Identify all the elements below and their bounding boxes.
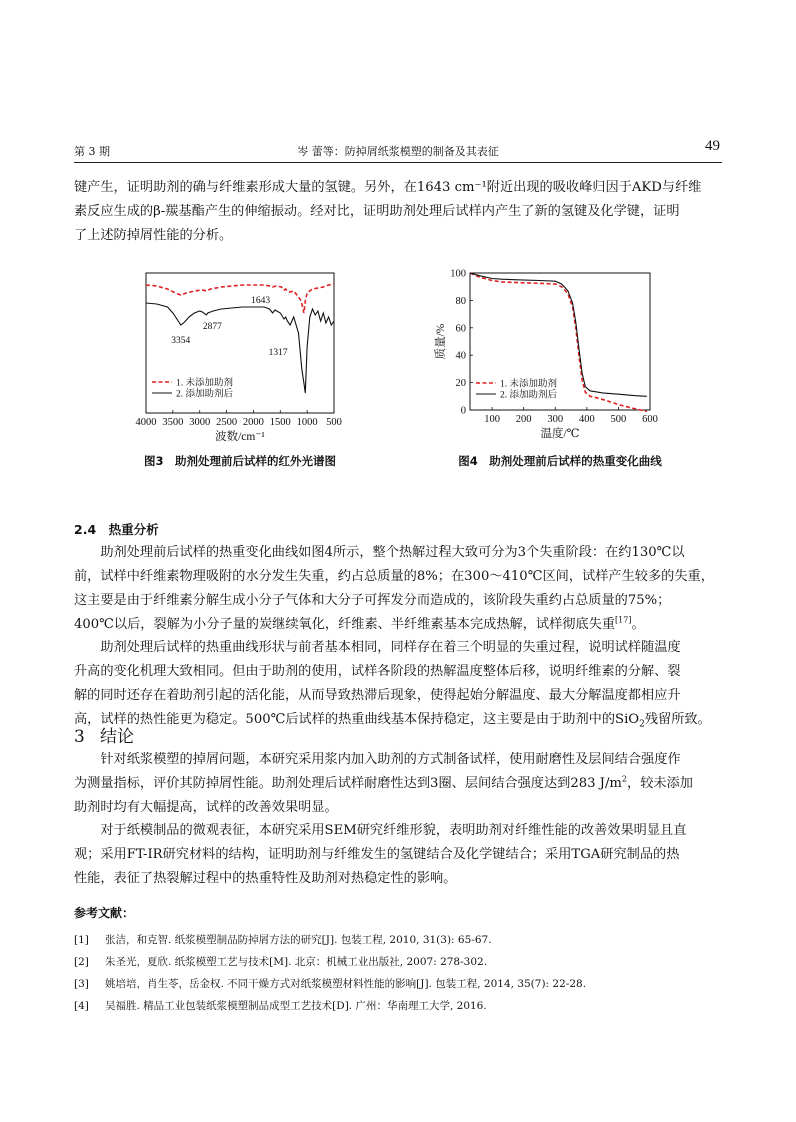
reference-text: 吴福胜. 精品工业包装纸浆模塑制品成型工艺技术[D]. 广州：华南理工大学, 2016.: [105, 1000, 487, 1012]
section-3-paragraph-2: [74, 819, 722, 891]
x-tick-label: 1000: [296, 417, 318, 428]
text-line: 助剂处理后试样的热重曲线形状与前者基本相同，同样存在着三个明显的失重过程，说明试样随温度: [74, 640, 681, 655]
x-tick-label: 3500: [162, 417, 184, 428]
reference-number: [1]: [74, 934, 89, 946]
y-tick-label: 20: [455, 378, 466, 390]
text-line: 性能，表征了热裂解过程中的热重特性及助剂对热稳定性的影响。: [74, 871, 457, 886]
reference-text: 姚培培，肖生苓，岳金权. 不同干燥方式对纸浆模塑材料性能的影响[J]. 包装工程, 2014, 35(7): 22-28.: [105, 978, 587, 990]
reference-text: 张洁，和克智. 纸浆模塑制品防掉屑方法的研究[J]. 包装工程, 2010, 31(3): 65-67.: [105, 934, 492, 946]
text-line: 针对纸浆模塑的掉屑问题，本研究采用浆内加入助剂的方式制备试样，使用耐磨性及层间结合强度作: [74, 752, 681, 767]
x-tick-label: 300: [547, 414, 564, 425]
references-heading: 参考文献：: [74, 906, 135, 920]
peak-label: 1317: [268, 348, 288, 358]
section-3-paragraph-1: [74, 748, 722, 820]
intro-line: 素反应生成的β-羰基酯产生的伸缩振动。经对比，证明助剂处理后试样内产生了新的氢键及化学键，证明: [74, 204, 680, 219]
text-line: [74, 613, 722, 637]
section-2-4-paragraph-2: [74, 636, 722, 732]
series-line: [146, 303, 334, 393]
x-axis-label: 波数/cm⁻¹: [215, 431, 265, 443]
y-tick-label: 80: [455, 295, 466, 307]
reference-text: 朱圣光，夏欣. 纸浆模塑工艺与技术[M]. 北京：机械工业出版社, 2007: 278-302.: [105, 956, 488, 968]
text-segment: 残留所致。: [644, 712, 711, 727]
legend-label: 1. 未添加助剂: [176, 378, 234, 389]
reference-item: [74, 998, 722, 1014]
x-tick-label: 400: [578, 414, 595, 425]
running-header: [74, 138, 722, 159]
page-number: 49: [705, 138, 720, 154]
y-tick-label: 40: [455, 350, 466, 362]
intro-line: 了上述防掉屑性能的分析。: [74, 228, 233, 243]
issue-number: 第 3 期: [74, 145, 110, 158]
y-tick-label: 100: [450, 268, 466, 280]
section-3-heading: [74, 722, 134, 747]
text-segment: ，较未添加: [627, 776, 693, 791]
x-tick-label: 2500: [216, 417, 238, 428]
superscript: 2: [621, 774, 628, 784]
peak-label: 1643: [251, 296, 271, 306]
y-axis-label: 质量/%: [435, 323, 447, 360]
reference-number: [4]: [74, 1000, 89, 1012]
legend-label: 2. 添加助剂后: [176, 389, 234, 400]
x-tick-label: 2000: [242, 417, 264, 428]
reference-item: [74, 976, 722, 992]
subscript: 2: [639, 719, 645, 730]
x-tick-label: 4000: [135, 417, 157, 428]
intro-line: 键产生，证明助剂的确与纤维素形成大量的氢键。另外，在1643 cm⁻¹附近出现的吸收峰归因于AKD与纤维: [74, 180, 702, 195]
series-line: [146, 284, 334, 313]
y-tick-label: 0: [460, 405, 466, 417]
text-line: 助剂时均有大幅提高，试样的改善效果明显。: [74, 800, 338, 815]
reference-item: [74, 932, 722, 948]
x-tick-label: 500: [326, 417, 342, 428]
section-2-4-heading: 2.4 热重分析: [74, 522, 159, 537]
x-axis-label: 温度/℃: [540, 428, 580, 440]
text-line: [74, 708, 722, 732]
section-title: 结论: [100, 727, 134, 747]
section-number: 3: [74, 727, 85, 747]
series-line: [470, 273, 647, 411]
text-line: 解的同时还存在着助剂引起的活化能，从而导致热滞后现象，使得起始分解温度、最大分解温度都相应升: [74, 688, 681, 703]
peak-label: 2877: [202, 322, 222, 332]
text-line: 前，试样中纤维素物理吸附的水分发生失重，约占总质量的8%；在300～410℃区间，试样产生较多的失重，: [74, 569, 714, 584]
figure-3-caption: 图3 助剂处理前后试样的红外光谱图: [144, 454, 336, 468]
x-tick-label: 3000: [189, 417, 211, 428]
legend-label: 2. 添加助剂后: [500, 390, 558, 401]
text-line: 这主要是由于纤维素分解生成小分子气体和大分子可挥发分而造成的，该阶段失重约占总质量的75%；: [74, 593, 671, 608]
text-segment: 高，试样的热性能更为稳定。500℃后试样的热重曲线基本保持稳定，这主要是由于助剂中的SiO: [74, 712, 640, 727]
text-line: 助剂处理前后试样的热重变化曲线如图4所示，整个热解过程大致可分为3个失重阶段：在约130℃以: [74, 545, 685, 560]
reference-number: [3]: [74, 978, 89, 990]
text-line: 对于纸模制品的微观表征，本研究采用SEM研究纤维形貌，表明助剂对纤维性能的改善效果明显且直: [74, 823, 687, 838]
x-tick-label: 200: [515, 414, 532, 425]
x-tick-label: 1500: [269, 417, 291, 428]
text-line: [74, 772, 722, 796]
text-segment: 为测量指标，评价其防掉屑性能。助剂处理后试样耐磨性达到3圈、层间结合强度达到283 J/m: [74, 776, 622, 791]
x-tick-label: 500: [610, 414, 627, 425]
reference-number: [2]: [74, 956, 89, 968]
text-line: 升高的变化机理大致相同。但由于助剂的使用，试样各阶段的热解温度整体后移，说明纤维素的分解、裂: [74, 664, 681, 679]
legend-label: 1. 未添加助剂: [500, 379, 558, 390]
citation: [17]: [615, 615, 632, 625]
x-tick-label: 600: [642, 414, 658, 425]
section-2-4-paragraph-1: [74, 541, 722, 637]
text-line: 观；采用FT-IR研究材料的结构，证明助剂与纤维发生的氢键结合及化学键结合；采用TGA研究制品的热: [74, 847, 680, 862]
x-tick-label: 100: [484, 414, 500, 425]
running-title: 岑 蕾等：防掉屑纸浆模塑的制备及其表征: [297, 145, 499, 158]
text-segment: 400℃以后，裂解为小分子量的炭继续氧化，纤维素、半纤维素基本完成热解，试样彻底失重: [74, 617, 616, 632]
y-tick-label: 60: [455, 323, 466, 335]
ftir-spectrum-chart: [130, 265, 350, 447]
figure-4-caption: 图4 助剂处理前后试样的热重变化曲线: [458, 454, 662, 468]
tga-curve-chart: [420, 265, 670, 447]
header-divider: [74, 162, 722, 163]
series-line: [470, 273, 647, 396]
peak-label: 3354: [171, 336, 191, 346]
text-segment: 。: [631, 617, 645, 632]
plot-frame: [470, 273, 650, 410]
reference-item: [74, 954, 722, 970]
intro-paragraph: [74, 176, 722, 248]
